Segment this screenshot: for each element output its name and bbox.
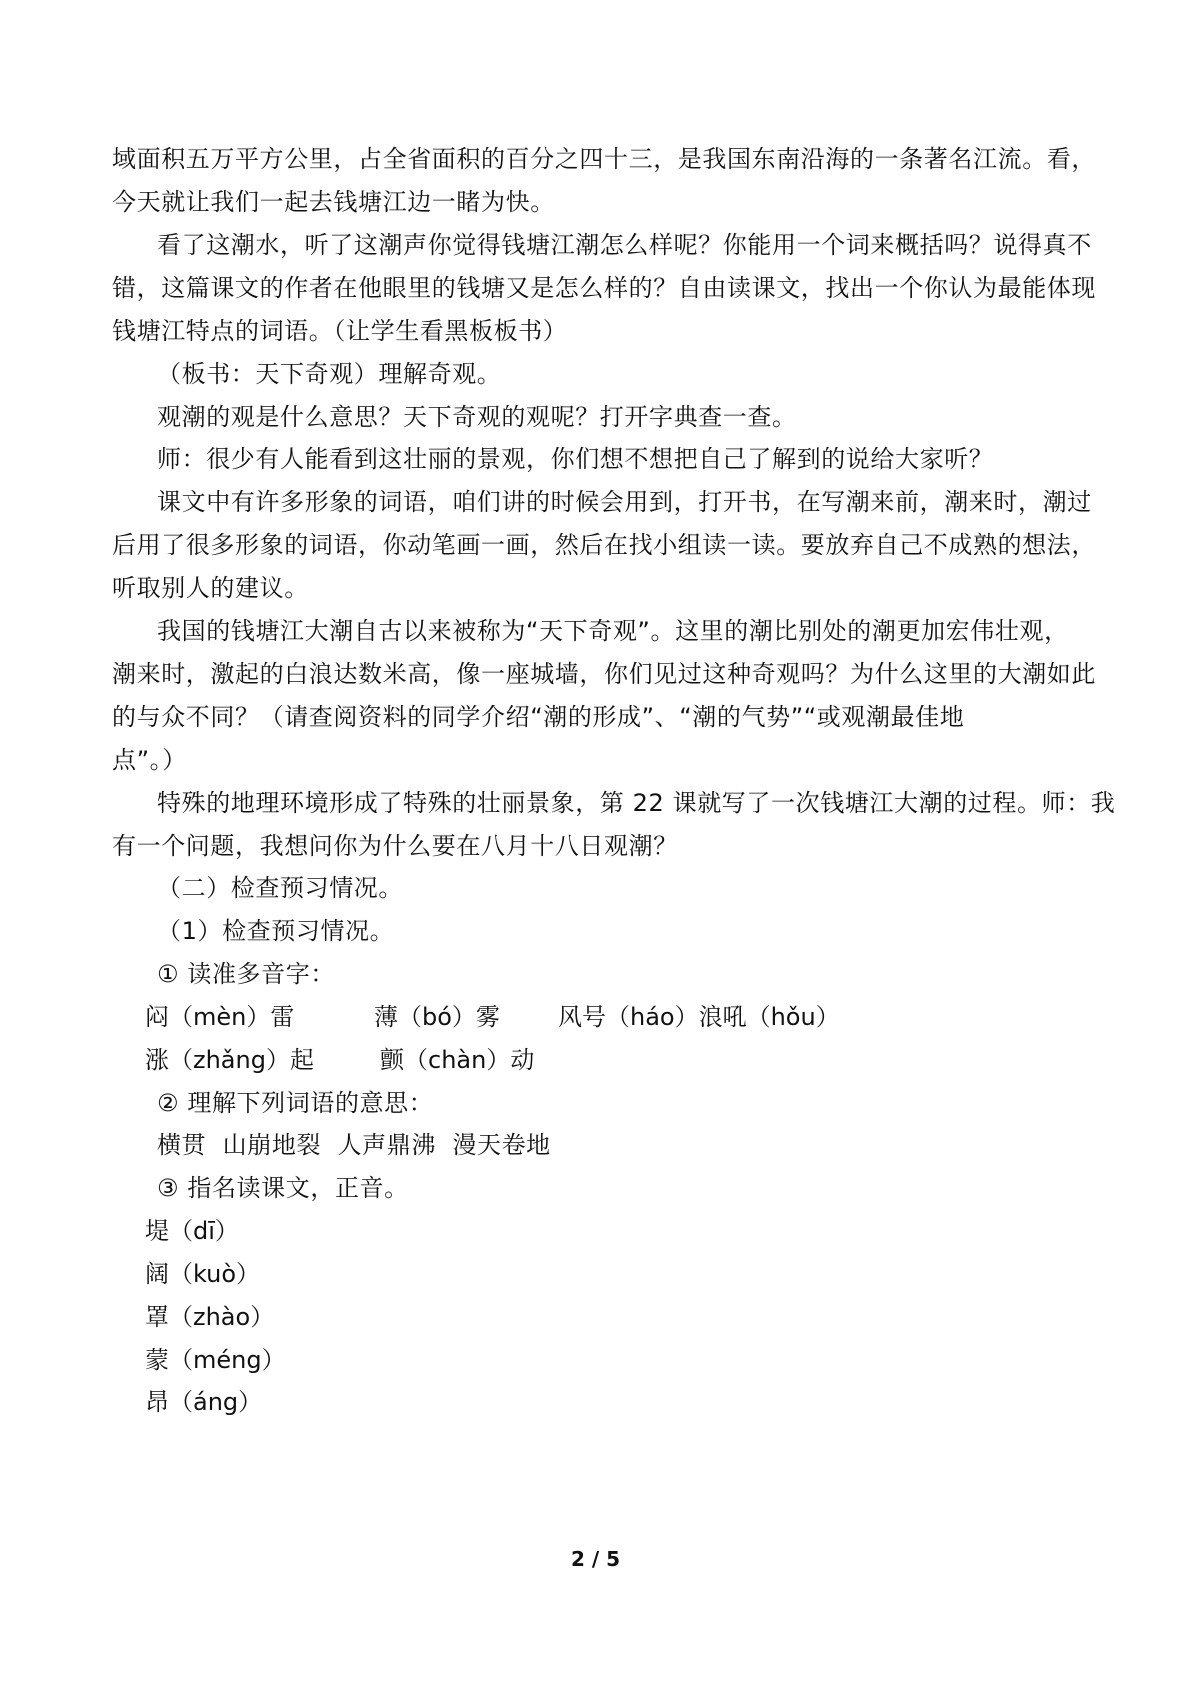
list-heading: ② 理解下列词语的意思：	[157, 1089, 434, 1117]
paragraph-line: 潮来时，激起的白浪达数米高，像一座城墙，你们见过这种奇观吗？为什么这里的大潮如此	[112, 660, 1096, 688]
pinyin-item: 昂（áng）	[145, 1388, 263, 1416]
polyphone-item: 薄（bó）雾	[374, 1003, 500, 1031]
pinyin-item: 阔（kuò）	[145, 1260, 261, 1288]
paragraph-line: 观潮的观是什么意思？天下奇观的观呢？打开字典查一查。	[157, 403, 797, 431]
section-heading: （二）检查预习情况。	[157, 874, 403, 902]
paragraph-line: 今天就让我们一起去钱塘江边一睹为快。	[112, 188, 555, 216]
pinyin-item: 罩（zhào）	[145, 1303, 275, 1331]
paragraph-line: 有一个问题，我想问你为什么要在八月十八日观潮？	[112, 832, 678, 860]
paragraph-line: 的与众不同？（请查阅资料的同学介绍“潮的形成”、“潮的气势”“或观潮最佳地	[112, 703, 965, 731]
vocab-words: 横贯 山崩地裂 人声鼎沸 漫天卷地	[157, 1131, 551, 1159]
paragraph-line: 后用了很多形象的词语，你动笔画一画，然后在找小组读一读。要放弃自己不成熟的想法，	[112, 531, 1096, 559]
pinyin-item: 堤（dī）	[145, 1217, 239, 1245]
list-heading: ③ 指名读课文，正音。	[157, 1174, 409, 1202]
list-heading: ① 读准多音字：	[157, 960, 335, 988]
polyphone-item: 风号（háo）浪吼（hǒu）	[558, 1003, 840, 1031]
pinyin-item: 蒙（méng）	[145, 1346, 286, 1374]
polyphone-item: 闷（mèn）雷	[145, 1003, 295, 1031]
paragraph-line: 课文中有许多形象的词语，咱们讲的时候会用到，打开书，在写潮来前，潮来时，潮过	[157, 488, 1092, 516]
paragraph-line: 看了这潮水，听了这潮声你觉得钱塘江潮怎么样呢？你能用一个词来概括吗？说得真不	[157, 231, 1092, 259]
polyphone-item: 涨（zhǎng）起	[145, 1046, 314, 1074]
page-number: 2 / 5	[570, 1547, 621, 1571]
paragraph-line: 域面积五万平方公里，占全省面积的百分之四十三，是我国东南沿海的一条著名江流。看，	[112, 145, 1096, 173]
paragraph-line: 我国的钱塘江大潮自古以来被称为“天下奇观”。这里的潮比别处的潮更加宏伟壮观，	[157, 617, 1069, 645]
paragraph-line: 听取别人的建议。	[112, 574, 309, 602]
paragraph-line: （板书：天下奇观）理解奇观。	[157, 360, 502, 388]
polyphone-item: 颤（chàn）动	[380, 1046, 535, 1074]
paragraph-line: 错，这篇课文的作者在他眼里的钱塘又是怎么样的？自由读课文，找出一个你认为最能体现	[112, 274, 1096, 302]
paragraph-line: 钱塘江特点的词语。（让学生看黑板板书）	[112, 317, 568, 345]
paragraph-line: 师：很少有人能看到这壮丽的景观，你们想不想把自己了解到的说给大家听？	[157, 445, 994, 473]
subsection-heading: （1）检查预习情况。	[157, 917, 395, 945]
paragraph-line: 点”。）	[112, 746, 187, 774]
paragraph-line: 特殊的地理环境形成了特殊的壮丽景象，第 22 课就写了一次钱塘江大潮的过程。师：我	[157, 789, 1116, 817]
